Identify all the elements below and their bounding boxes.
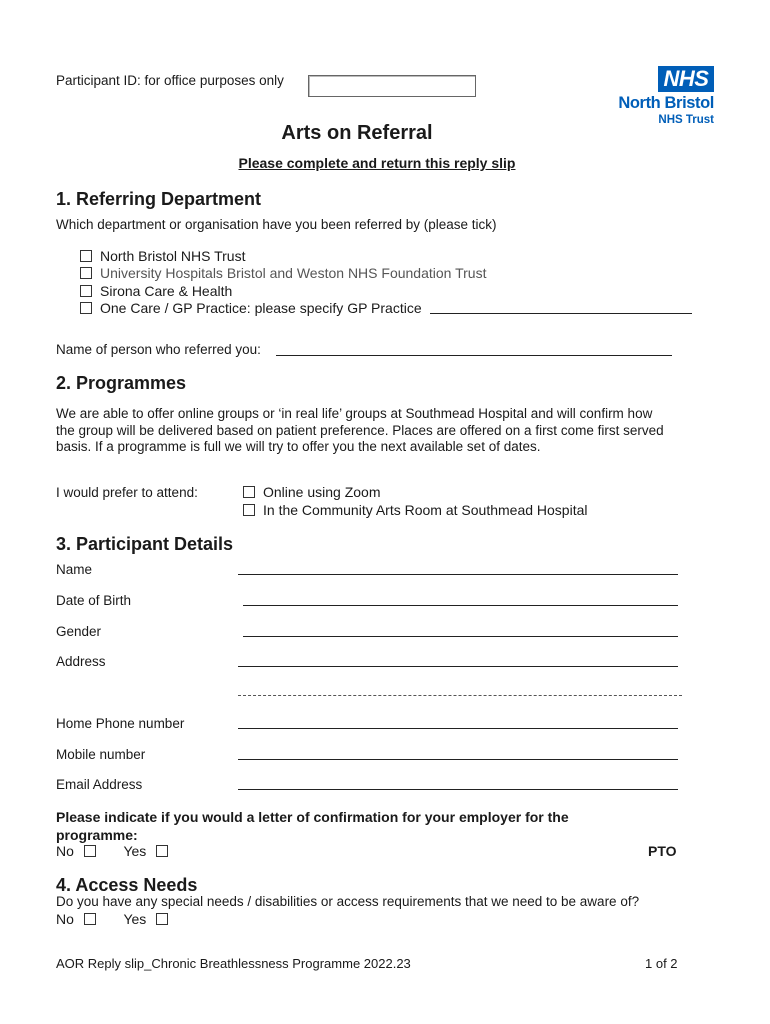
nhs-logo-mark: NHS <box>658 66 714 92</box>
option-sirona[interactable] <box>80 283 232 299</box>
nhs-logo-org: North Bristol <box>618 94 714 112</box>
letter-question-line: programme: <box>56 827 138 843</box>
paragraph-line: basis. If a programme is full we will try to offer you the next available set of dates. <box>56 439 541 454</box>
participant-id-label: Participant ID: for office purposes only <box>56 73 284 88</box>
option-north-bristol[interactable] <box>80 248 245 264</box>
letter-no-label: No <box>56 843 74 859</box>
address-field-1[interactable] <box>238 666 678 667</box>
field-label-mobile: Mobile number <box>56 747 146 762</box>
referrer-field[interactable] <box>276 355 672 356</box>
option-label: University Hospitals Bristol and Weston NHS Foundation Trust <box>100 265 487 281</box>
access-yes-label: Yes <box>123 911 147 927</box>
field-label-dob: Date of Birth <box>56 593 132 608</box>
checkbox-icon[interactable] <box>80 267 92 279</box>
participant-id-input[interactable] <box>308 75 476 97</box>
paragraph-line: We are able to offer online groups or ‘in real life’ groups at Southmead Hospital and will confirm how <box>56 406 653 421</box>
option-online[interactable] <box>243 484 381 500</box>
footer-page-number: 1 of 2 <box>645 956 678 971</box>
nhs-logo-trust: NHS Trust <box>658 114 714 126</box>
letter-question-line: Please indicate if you would a letter of confirmation for your employer for the <box>56 809 569 825</box>
option-uhbw[interactable] <box>80 265 486 281</box>
email-field[interactable] <box>238 789 678 790</box>
section1-question: Which department or organisation have you been referred by (please tick) <box>56 217 497 232</box>
letter-yes-checkbox-icon[interactable] <box>156 845 168 857</box>
section1-heading: 1. Referring Department <box>56 189 262 209</box>
option-label: Sirona Care & Health <box>100 283 233 299</box>
checkbox-icon[interactable] <box>80 302 92 314</box>
letter-choice <box>56 843 176 859</box>
access-no-label: No <box>56 911 74 927</box>
footer-doc-name: AOR Reply slip_Chronic Breathlessness Programme 2022.23 <box>56 956 411 971</box>
option-label: In the Community Arts Room at Southmead Hospital <box>263 502 588 518</box>
access-no-checkbox-icon[interactable] <box>84 913 96 925</box>
field-label-address: Address <box>56 654 106 669</box>
name-field[interactable] <box>238 574 678 575</box>
field-label-gender: Gender <box>56 624 102 639</box>
option-label: One Care / GP Practice: please specify GP Practice <box>100 300 422 316</box>
letter-yes-label: Yes <box>123 843 147 859</box>
checkbox-icon[interactable] <box>80 285 92 297</box>
field-label-email: Email Address <box>56 777 143 792</box>
gp-practice-field[interactable] <box>430 313 692 314</box>
page-subtitle: Please complete and return this reply slip <box>238 155 516 171</box>
section3-heading: 3. Participant Details <box>56 534 234 554</box>
referrer-label: Name of person who referred you: <box>56 342 261 357</box>
section2-heading: 2. Programmes <box>56 373 187 393</box>
option-label: Online using Zoom <box>263 484 381 500</box>
prefer-label: I would prefer to attend: <box>56 485 198 500</box>
paragraph-line: the group will be delivered based on patient preference. Places are offered on a first come first served <box>56 422 664 438</box>
pto-label: PTO <box>648 843 677 859</box>
mobile-field[interactable] <box>238 759 678 760</box>
section4-heading: 4. Access Needs <box>56 875 198 895</box>
address-field-2[interactable] <box>238 695 682 696</box>
checkbox-icon[interactable] <box>243 504 255 516</box>
page-title: Arts on Referral <box>281 122 433 144</box>
field-label-home-phone: Home Phone number <box>56 716 185 731</box>
programmes-paragraph <box>56 406 664 456</box>
checkbox-icon[interactable] <box>243 486 255 498</box>
access-question: Do you have any special needs / disabilities or access requirements that we need to be aware of? <box>56 894 640 909</box>
checkbox-icon[interactable] <box>80 250 92 262</box>
letter-question <box>56 808 569 844</box>
access-yes-checkbox-icon[interactable] <box>156 913 168 925</box>
option-community-room[interactable] <box>243 502 587 518</box>
access-choice <box>56 911 176 927</box>
home-phone-field[interactable] <box>238 728 678 729</box>
letter-no-checkbox-icon[interactable] <box>84 845 96 857</box>
option-label: North Bristol NHS Trust <box>100 248 246 264</box>
option-gp-practice[interactable] <box>80 300 422 316</box>
field-label-name: Name <box>56 562 93 577</box>
gender-field[interactable] <box>243 636 678 637</box>
dob-field[interactable] <box>243 605 678 606</box>
